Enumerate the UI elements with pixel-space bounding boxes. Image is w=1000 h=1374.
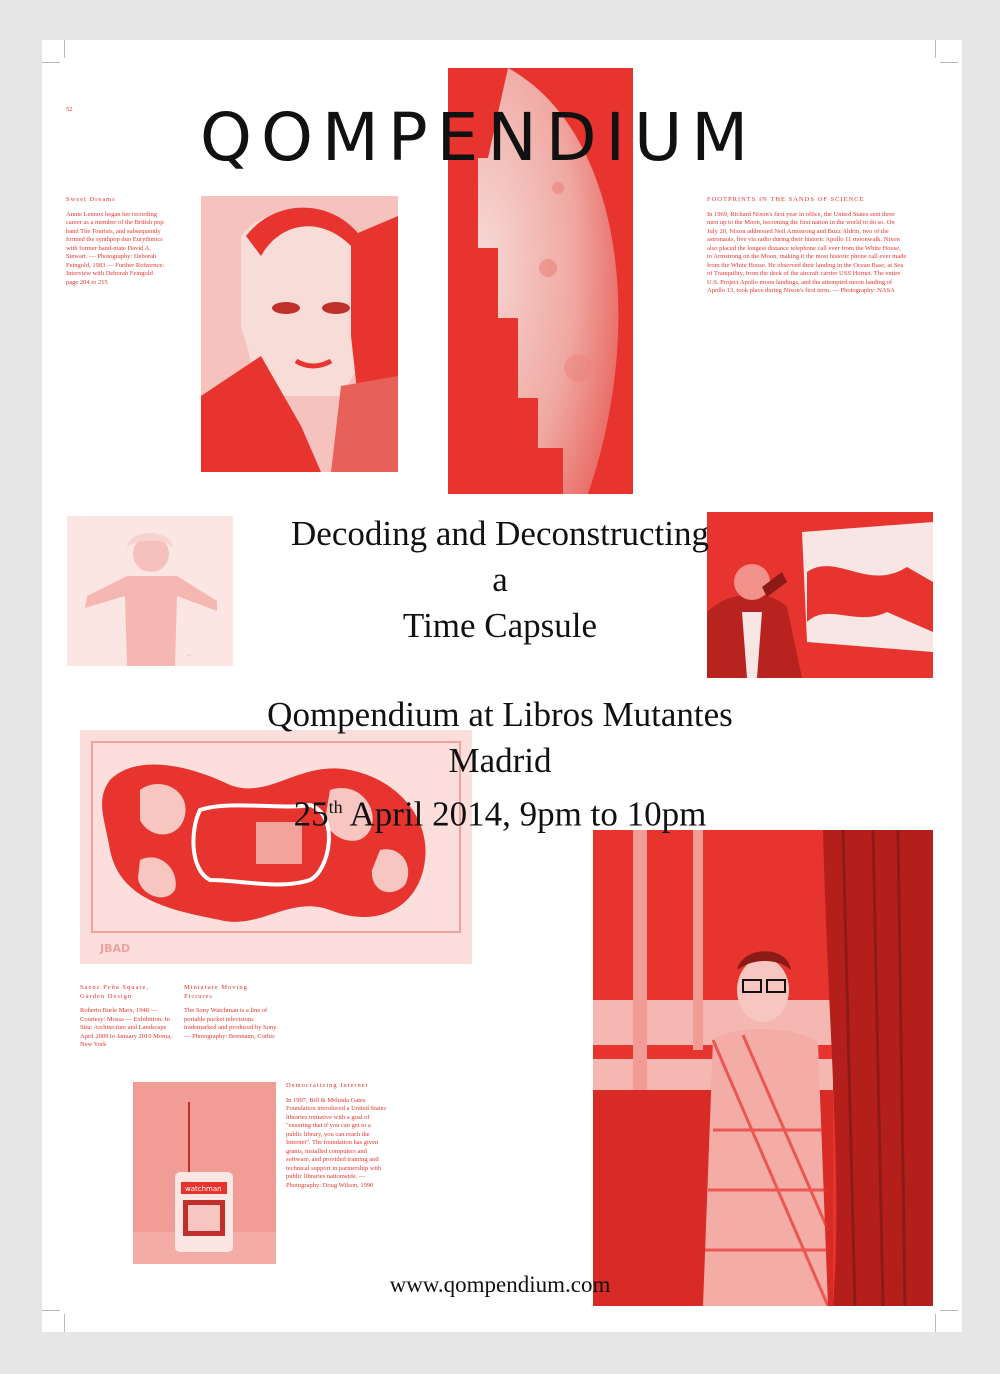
event-day-suffix: th	[328, 797, 343, 817]
page-number: 52	[66, 106, 73, 113]
event-date-rest: April 2014, 9pm to 10pm	[342, 794, 707, 834]
crop-mark	[64, 1314, 65, 1332]
watchman-label: watchman	[185, 1185, 222, 1193]
caption-title: Miniature Moving Pictures	[184, 984, 248, 1000]
caption-title: FOOTPRINTS IN THE SANDS OF SCIENCE	[707, 196, 865, 203]
crop-mark	[935, 1314, 936, 1332]
headline-line: a	[492, 560, 508, 599]
plan-logo: JBAD	[100, 942, 131, 955]
event-venue: Qompendium at Libros Mutantes	[267, 695, 733, 734]
crop-mark	[935, 40, 936, 58]
qompendium-logo: QOMPENDIUM	[200, 99, 758, 176]
crop-mark	[940, 62, 958, 63]
caption-body: In 1997, Bill & Melinda Gates Foundation introduced a United States libraries initiative with a goal of "ensuring that if you can get to a public library, you can reach the Internet". The foundation has given grants, installed computers and software, and provided training and technical support in partnership with public libraries nationwide. — Photography: Doug Wilson, 1990	[286, 1096, 387, 1189]
crop-mark	[42, 1310, 60, 1311]
caption-body: In 1969, Richard Nixon's first year in office, the United States sent three men up to the Moon, becoming the first nation in the world to do so. On July 20, Nixon addressed Neil Armstrong and Buzz Aldrin, two of the astronauts, live via radio during their historic Apollo 11 moonwalk. Nixon also placed the longest distance telephone call ever from the White House, to Armstrong on the Moon, making it the most historic phone call ever made from the White House. He observed their landing in the Ocean Base, at Sea of Tranquility, from the deck of the aircraft carrier USS Hornet. The entire U.S. Project Apollo moon landings, and the attempted moon landing of Apollo 13, took place during Nixon's first term. — Photography: NASA	[707, 210, 907, 294]
headline-line: Decoding and Deconstructing	[291, 514, 709, 553]
event-date	[150, 784, 850, 838]
caption-democratizing	[286, 1082, 386, 1190]
svg-text:~: ~	[187, 652, 191, 660]
watchman-tv	[133, 1082, 276, 1264]
caption-body: Roberto Burle Marx, 1948 — Courtesy: Mossa — Exhibition: In Situ: Architecture and Landscape April 2009 to January 2010 Moma, New York	[80, 1007, 172, 1048]
caption-sweet-dreams	[66, 196, 166, 287]
caption-body: Annie Lennox began her recording career as a member of the British pop band The Tourists, and subsequently formed the synthpop duo Eurythmics with former band-mate David A. Stewart. — Photography: Deborah Feingold, 1983 — Further Reference: Interview with Deborah Feingold page 204 to 215	[66, 210, 165, 286]
crop-mark	[64, 40, 65, 58]
crop-mark	[42, 62, 60, 63]
caption-footprints	[707, 196, 907, 296]
man-by-tree-photo	[593, 830, 933, 1306]
headline-line: Time Capsule	[402, 606, 598, 645]
event-info	[150, 692, 850, 838]
event-day: 25	[293, 794, 329, 834]
crop-mark	[940, 1310, 958, 1311]
caption-body: The Sony Watchman is a line of portable pocket televisions trademarked and produced by Sony. — Photography: Brennann, Corbis	[184, 1007, 278, 1040]
caption-saenz	[80, 984, 172, 1050]
caption-title: Democratizing Internet	[286, 1082, 369, 1089]
caption-title: Sweet Dreams	[66, 196, 116, 203]
caption-miniature	[184, 984, 279, 1041]
website-url[interactable]: www.qompendium.com	[389, 1272, 611, 1297]
headline	[150, 511, 850, 649]
event-city: Madrid	[448, 741, 552, 780]
caption-title: Saenz Peña Square, Garden Design	[80, 984, 150, 1000]
portrait-photo	[201, 196, 398, 472]
